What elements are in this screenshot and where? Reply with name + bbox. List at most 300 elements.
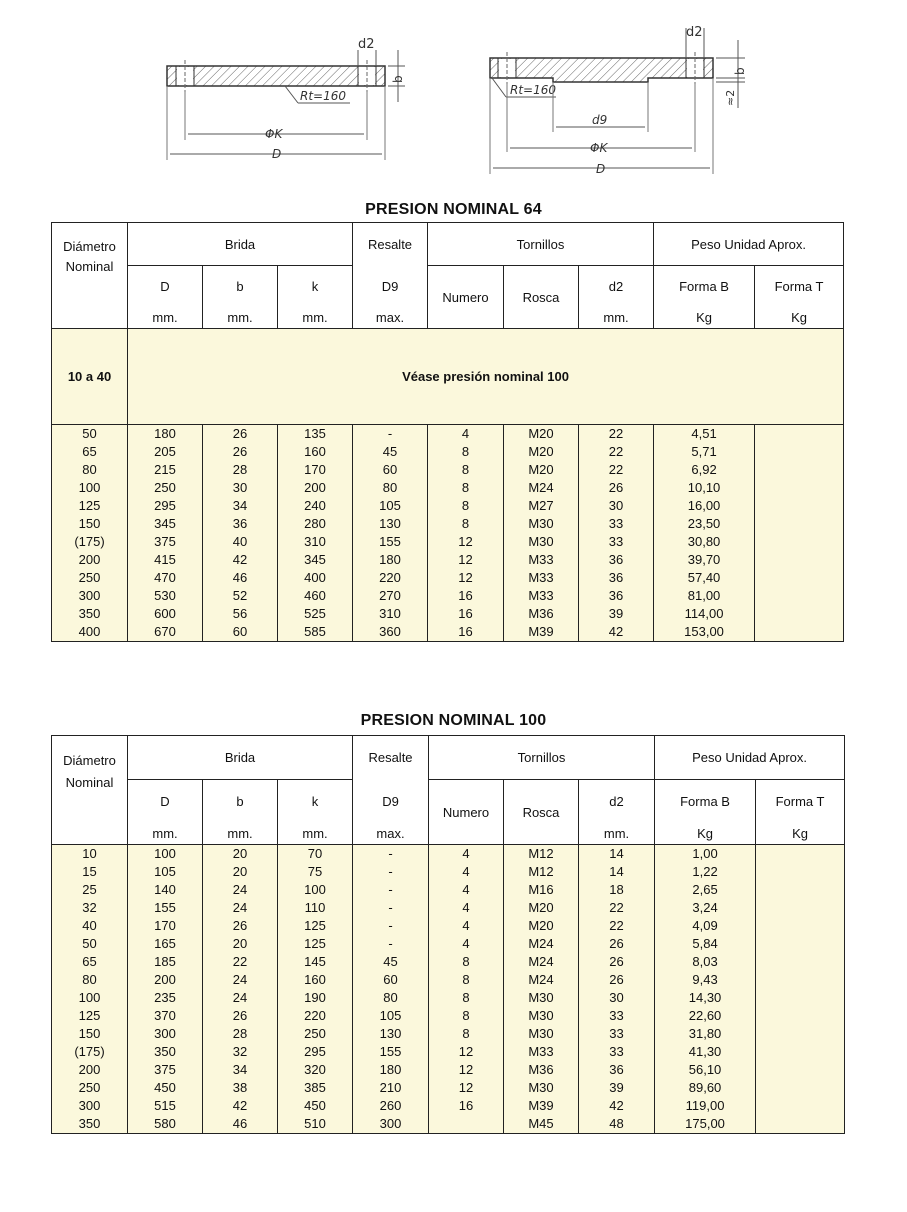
table-cell: M33 bbox=[504, 1043, 579, 1061]
table-cell: - bbox=[353, 845, 429, 864]
table-cell: 170 bbox=[278, 461, 353, 479]
dim-d2-right: d2 bbox=[686, 25, 703, 40]
table-cell: 60 bbox=[203, 623, 278, 642]
table-cell bbox=[755, 569, 844, 587]
table-cell: 320 bbox=[278, 1061, 353, 1079]
table-cell: 65 bbox=[52, 443, 128, 461]
table-cell: 48 bbox=[579, 1115, 655, 1134]
header-resalte: Resalte bbox=[353, 736, 429, 780]
table-cell: 160 bbox=[278, 443, 353, 461]
table-cell: 375 bbox=[128, 1061, 203, 1079]
table-cell: 300 bbox=[52, 1097, 128, 1115]
table-cell: - bbox=[353, 917, 429, 935]
table-cell: 56 bbox=[203, 605, 278, 623]
unit-d: mm. bbox=[128, 308, 203, 329]
table-cell: 200 bbox=[52, 551, 128, 569]
table-cell: 8 bbox=[429, 1025, 504, 1043]
table-cell: 240 bbox=[278, 497, 353, 515]
table-cell: (175) bbox=[52, 1043, 128, 1061]
header-d9: D9 bbox=[353, 266, 428, 308]
table-cell: - bbox=[353, 863, 429, 881]
table-cell: 180 bbox=[353, 1061, 429, 1079]
table-cell: 30 bbox=[579, 497, 654, 515]
table-cell: 4,09 bbox=[655, 917, 756, 935]
table-cell: 4 bbox=[429, 917, 504, 935]
table-row bbox=[52, 461, 844, 479]
table-cell: 310 bbox=[278, 533, 353, 551]
table-row bbox=[52, 1043, 845, 1061]
table-cell bbox=[755, 623, 844, 642]
table-cell: 250 bbox=[52, 1079, 128, 1097]
table-cell: 12 bbox=[428, 551, 504, 569]
table-row bbox=[52, 1115, 845, 1134]
table-cell: M45 bbox=[504, 1115, 579, 1134]
table-cell: 23,50 bbox=[654, 515, 755, 533]
unit-d2: mm. bbox=[579, 823, 655, 845]
table-cell bbox=[756, 1007, 845, 1025]
table-row bbox=[52, 1025, 845, 1043]
header-d: D bbox=[128, 266, 203, 308]
table-cell: M30 bbox=[504, 515, 579, 533]
table-cell: 4 bbox=[429, 935, 504, 953]
table100-body bbox=[52, 845, 845, 1134]
table-cell: M39 bbox=[504, 1097, 579, 1115]
table-cell: 100 bbox=[278, 881, 353, 899]
table-cell bbox=[755, 461, 844, 479]
table-row bbox=[52, 605, 844, 623]
table-cell: M20 bbox=[504, 461, 579, 479]
header-diametro: Diámetro Nominal bbox=[52, 223, 128, 329]
unit-b: mm. bbox=[203, 823, 278, 845]
table-cell: M33 bbox=[504, 569, 579, 587]
unit-d9: max. bbox=[353, 823, 429, 845]
header-brida: Brida bbox=[128, 223, 353, 266]
header-tornillos: Tornillos bbox=[429, 736, 655, 780]
table-cell: 350 bbox=[52, 605, 128, 623]
table-cell: M20 bbox=[504, 899, 579, 917]
table-cell: 165 bbox=[128, 935, 203, 953]
table-cell: 250 bbox=[278, 1025, 353, 1043]
table-cell: 4 bbox=[429, 845, 504, 864]
unit-k: mm. bbox=[278, 308, 353, 329]
header-rosca: Rosca bbox=[504, 266, 579, 329]
table-cell: 26 bbox=[203, 917, 278, 935]
table-cell: 80 bbox=[353, 989, 429, 1007]
table100-title: PRESION NOMINAL 100 bbox=[360, 712, 547, 729]
dim-d-left: D bbox=[272, 147, 282, 161]
table-cell: 16,00 bbox=[654, 497, 755, 515]
unit-d9: max. bbox=[353, 308, 428, 329]
table-cell: 30,80 bbox=[654, 533, 755, 551]
table-cell: 105 bbox=[353, 1007, 429, 1025]
table-row bbox=[52, 953, 845, 971]
table-row bbox=[52, 845, 845, 864]
table-cell bbox=[756, 971, 845, 989]
dim-k-right: ΦK bbox=[590, 141, 608, 155]
unit-forma-t: Kg bbox=[756, 823, 845, 845]
table-row bbox=[52, 971, 845, 989]
table-cell: 57,40 bbox=[654, 569, 755, 587]
header-d: D bbox=[128, 780, 203, 823]
dim-d9-right: d9 bbox=[592, 113, 608, 127]
table-cell: 180 bbox=[353, 551, 428, 569]
table-row bbox=[52, 881, 845, 899]
table-cell: 10,10 bbox=[654, 479, 755, 497]
header-k: k bbox=[278, 780, 353, 823]
table-cell: 345 bbox=[278, 551, 353, 569]
table-cell: 75 bbox=[278, 863, 353, 881]
header-forma-b: Forma B bbox=[655, 780, 756, 823]
header-brida: Brida bbox=[128, 736, 353, 780]
unit-d2: mm. bbox=[579, 308, 654, 329]
table-cell bbox=[755, 497, 844, 515]
dim-d2-left: d2 bbox=[358, 37, 375, 52]
table-cell: 250 bbox=[52, 569, 128, 587]
table-cell: 30 bbox=[203, 479, 278, 497]
table-cell: 135 bbox=[278, 425, 353, 444]
table-cell bbox=[756, 1115, 845, 1134]
table-cell bbox=[756, 935, 845, 953]
table-cell: 155 bbox=[128, 899, 203, 917]
table-cell: 12 bbox=[429, 1043, 504, 1061]
table-cell: 60 bbox=[353, 461, 428, 479]
table-cell: 80 bbox=[52, 971, 128, 989]
table-cell: 200 bbox=[52, 1061, 128, 1079]
header-tornillos: Tornillos bbox=[428, 223, 654, 266]
table-cell: 38 bbox=[203, 1079, 278, 1097]
table-cell: 32 bbox=[203, 1043, 278, 1061]
table-row bbox=[52, 917, 845, 935]
table-row bbox=[52, 935, 845, 953]
table-cell: 515 bbox=[128, 1097, 203, 1115]
table-cell bbox=[755, 605, 844, 623]
table-cell: 33 bbox=[579, 1025, 655, 1043]
table-cell: 24 bbox=[203, 989, 278, 1007]
dim-d-right: D bbox=[596, 162, 606, 176]
table-cell: 81,00 bbox=[654, 587, 755, 605]
table-cell: 16 bbox=[428, 623, 504, 642]
note-range: 10 a 40 bbox=[52, 329, 128, 425]
table-cell: 375 bbox=[128, 533, 203, 551]
table-cell: 125 bbox=[278, 935, 353, 953]
table-cell bbox=[756, 1061, 845, 1079]
table-cell: 36 bbox=[203, 515, 278, 533]
table-row bbox=[52, 551, 844, 569]
header-diametro: Diámetro Nominal bbox=[52, 736, 128, 845]
table-cell: 14 bbox=[579, 863, 655, 881]
flange-blind-drawing bbox=[167, 37, 405, 161]
table-cell: 110 bbox=[278, 899, 353, 917]
table-cell: 4 bbox=[429, 881, 504, 899]
table-cell: M24 bbox=[504, 479, 579, 497]
table-cell bbox=[755, 443, 844, 461]
table-row bbox=[52, 479, 844, 497]
table-cell: 400 bbox=[52, 623, 128, 642]
table-row bbox=[52, 863, 845, 881]
table-cell: 26 bbox=[579, 935, 655, 953]
table-cell: 14,30 bbox=[655, 989, 756, 1007]
table-cell: 280 bbox=[278, 515, 353, 533]
table-cell: 300 bbox=[128, 1025, 203, 1043]
table-cell: M30 bbox=[504, 533, 579, 551]
table-cell: 220 bbox=[278, 1007, 353, 1025]
table-cell: 8 bbox=[428, 479, 504, 497]
table-cell bbox=[755, 425, 844, 444]
table-cell: 12 bbox=[428, 533, 504, 551]
table-cell: 26 bbox=[579, 953, 655, 971]
table-cell: 270 bbox=[353, 587, 428, 605]
table-cell: 34 bbox=[203, 497, 278, 515]
table-cell: 200 bbox=[128, 971, 203, 989]
table-cell: 530 bbox=[128, 587, 203, 605]
header-forma-t: Forma T bbox=[755, 266, 844, 308]
table-cell: 36 bbox=[579, 569, 654, 587]
table-cell: 40 bbox=[203, 533, 278, 551]
table-row bbox=[52, 533, 844, 551]
table-cell: 25 bbox=[52, 881, 128, 899]
table-cell: 20 bbox=[203, 845, 278, 864]
table-cell: 22 bbox=[579, 425, 654, 444]
table-cell: 12 bbox=[429, 1079, 504, 1097]
unit-b: mm. bbox=[203, 308, 278, 329]
table-cell: 26 bbox=[203, 1007, 278, 1025]
table-cell: 4 bbox=[428, 425, 504, 444]
table-cell: 215 bbox=[128, 461, 203, 479]
note-text: Véase presión nominal 100 bbox=[128, 329, 844, 425]
table-cell: 130 bbox=[353, 1025, 429, 1043]
table-row bbox=[52, 623, 844, 642]
table-presion-100 bbox=[51, 735, 845, 1134]
table-cell: 670 bbox=[128, 623, 203, 642]
table-cell: 36 bbox=[579, 1061, 655, 1079]
table-cell: 16 bbox=[428, 587, 504, 605]
table-row bbox=[52, 497, 844, 515]
table-cell: 8 bbox=[429, 1007, 504, 1025]
table-cell: 39 bbox=[579, 1079, 655, 1097]
table-cell: 14 bbox=[579, 845, 655, 864]
table-cell: (175) bbox=[52, 533, 128, 551]
table-cell: 190 bbox=[278, 989, 353, 1007]
table-cell: 26 bbox=[203, 443, 278, 461]
table-cell: 470 bbox=[128, 569, 203, 587]
table-cell: 32 bbox=[52, 899, 128, 917]
table-cell: - bbox=[353, 425, 428, 444]
unit-k: mm. bbox=[278, 823, 353, 845]
table-cell: 450 bbox=[128, 1079, 203, 1097]
table-cell: 50 bbox=[52, 425, 128, 444]
header-peso: Peso Unidad Aprox. bbox=[655, 736, 845, 780]
table-cell: 150 bbox=[52, 515, 128, 533]
table-cell bbox=[756, 899, 845, 917]
table-cell bbox=[756, 1079, 845, 1097]
table-cell: 600 bbox=[128, 605, 203, 623]
table-cell: M24 bbox=[504, 953, 579, 971]
table-cell: M12 bbox=[504, 863, 579, 881]
table-cell: 46 bbox=[203, 569, 278, 587]
dim-b-right: b bbox=[733, 67, 747, 75]
header-peso: Peso Unidad Aprox. bbox=[654, 223, 844, 266]
table-cell: 105 bbox=[353, 497, 428, 515]
table-cell: 22 bbox=[203, 953, 278, 971]
table-cell: 28 bbox=[203, 1025, 278, 1043]
table-cell: M30 bbox=[504, 1025, 579, 1043]
table-cell: 155 bbox=[353, 533, 428, 551]
header-resalte: Resalte bbox=[353, 223, 428, 266]
table-cell: 31,80 bbox=[655, 1025, 756, 1043]
table-presion-64 bbox=[51, 222, 844, 642]
table-cell: 36 bbox=[579, 551, 654, 569]
table-cell: 42 bbox=[203, 1097, 278, 1115]
table-cell: M27 bbox=[504, 497, 579, 515]
table-cell: M30 bbox=[504, 1007, 579, 1025]
table-cell: 22 bbox=[579, 899, 655, 917]
table-cell: 30 bbox=[579, 989, 655, 1007]
table-cell bbox=[756, 989, 845, 1007]
table-row bbox=[52, 515, 844, 533]
table-cell: 15 bbox=[52, 863, 128, 881]
table-cell bbox=[755, 533, 844, 551]
table-cell: - bbox=[353, 899, 429, 917]
table-cell: 220 bbox=[353, 569, 428, 587]
table-cell: 295 bbox=[128, 497, 203, 515]
table-cell: 125 bbox=[52, 1007, 128, 1025]
rt-label-right: Rt=160 bbox=[510, 83, 557, 97]
table-cell: 300 bbox=[52, 587, 128, 605]
unit-d: mm. bbox=[128, 823, 203, 845]
table-cell: 20 bbox=[203, 935, 278, 953]
header-numero: Numero bbox=[429, 780, 504, 845]
table-cell: 350 bbox=[52, 1115, 128, 1134]
table-cell: 9,43 bbox=[655, 971, 756, 989]
table-cell: 80 bbox=[52, 461, 128, 479]
table-row bbox=[52, 425, 844, 444]
table-row bbox=[52, 1061, 845, 1079]
table-cell: 1,22 bbox=[655, 863, 756, 881]
table-cell: 56,10 bbox=[655, 1061, 756, 1079]
table-cell: 370 bbox=[128, 1007, 203, 1025]
table-cell: 8 bbox=[428, 515, 504, 533]
table-cell: 180 bbox=[128, 425, 203, 444]
table-cell: 210 bbox=[353, 1079, 429, 1097]
table-cell bbox=[756, 1025, 845, 1043]
table-cell: 510 bbox=[278, 1115, 353, 1134]
table-cell: 200 bbox=[278, 479, 353, 497]
table64-title: PRESION NOMINAL 64 bbox=[365, 201, 542, 218]
table-cell: 4 bbox=[429, 899, 504, 917]
table-row bbox=[52, 899, 845, 917]
table-cell: 42 bbox=[579, 1097, 655, 1115]
table-cell: 100 bbox=[52, 989, 128, 1007]
table-row bbox=[52, 569, 844, 587]
table-cell: 415 bbox=[128, 551, 203, 569]
table-cell: 40 bbox=[52, 917, 128, 935]
table-cell: 33 bbox=[579, 533, 654, 551]
table-cell: 175,00 bbox=[655, 1115, 756, 1134]
table-cell: 8 bbox=[428, 461, 504, 479]
table-cell: 65 bbox=[52, 953, 128, 971]
table-cell: 140 bbox=[128, 881, 203, 899]
table-cell: 33 bbox=[579, 1007, 655, 1025]
table-cell: M30 bbox=[504, 1079, 579, 1097]
table-cell: 33 bbox=[579, 515, 654, 533]
table-cell bbox=[755, 479, 844, 497]
table-cell: 20 bbox=[203, 863, 278, 881]
table-cell: 125 bbox=[52, 497, 128, 515]
table-cell: - bbox=[353, 935, 429, 953]
table-cell: M36 bbox=[504, 605, 579, 623]
dim-b-left: b bbox=[391, 75, 405, 83]
table-cell: 145 bbox=[278, 953, 353, 971]
table-cell: 12 bbox=[429, 1061, 504, 1079]
table-cell: M12 bbox=[504, 845, 579, 864]
header-rosca: Rosca bbox=[504, 780, 579, 845]
header-forma-t: Forma T bbox=[756, 780, 845, 823]
table-cell: 580 bbox=[128, 1115, 203, 1134]
table-cell: 42 bbox=[203, 551, 278, 569]
table-cell: M33 bbox=[504, 551, 579, 569]
table-cell: 8 bbox=[429, 953, 504, 971]
unit-forma-b: Kg bbox=[654, 308, 755, 329]
table-cell: 3,24 bbox=[655, 899, 756, 917]
table-cell: 130 bbox=[353, 515, 428, 533]
table-cell bbox=[756, 881, 845, 899]
table-cell: 350 bbox=[128, 1043, 203, 1061]
table-cell: 26 bbox=[579, 479, 654, 497]
table-cell: 41,30 bbox=[655, 1043, 756, 1061]
table-cell: 89,60 bbox=[655, 1079, 756, 1097]
table-cell: 160 bbox=[278, 971, 353, 989]
table-cell: 170 bbox=[128, 917, 203, 935]
table-cell: 155 bbox=[353, 1043, 429, 1061]
table-cell: 80 bbox=[353, 479, 428, 497]
table-cell: 119,00 bbox=[655, 1097, 756, 1115]
table-cell: 36 bbox=[579, 587, 654, 605]
rt-label-left: Rt=160 bbox=[300, 89, 347, 103]
table-cell: 8,03 bbox=[655, 953, 756, 971]
table-row bbox=[52, 443, 844, 461]
table-cell bbox=[756, 1043, 845, 1061]
table-cell: 235 bbox=[128, 989, 203, 1007]
table-cell: 6,92 bbox=[654, 461, 755, 479]
table-cell: 125 bbox=[278, 917, 353, 935]
table-cell: 460 bbox=[278, 587, 353, 605]
flange-drawing bbox=[0, 0, 907, 190]
table-cell: 2,65 bbox=[655, 881, 756, 899]
table-cell: M30 bbox=[504, 989, 579, 1007]
unit-forma-t: Kg bbox=[755, 308, 844, 329]
table-cell: 12 bbox=[428, 569, 504, 587]
table-cell: 185 bbox=[128, 953, 203, 971]
table-cell: M36 bbox=[504, 1061, 579, 1079]
dim-approx-right: ≈2 bbox=[724, 89, 737, 106]
table-cell: 26 bbox=[203, 425, 278, 444]
table-cell: 24 bbox=[203, 899, 278, 917]
header-d9: D9 bbox=[353, 780, 429, 823]
table-cell: 8 bbox=[429, 989, 504, 1007]
table-cell bbox=[756, 863, 845, 881]
table-cell: 295 bbox=[278, 1043, 353, 1061]
table-cell: 100 bbox=[52, 479, 128, 497]
table-cell: 70 bbox=[278, 845, 353, 864]
header-forma-b: Forma B bbox=[654, 266, 755, 308]
header-b: b bbox=[203, 266, 278, 308]
table-cell: 4,51 bbox=[654, 425, 755, 444]
table-cell: 310 bbox=[353, 605, 428, 623]
table-cell bbox=[756, 845, 845, 864]
dim-k-left: ΦK bbox=[265, 127, 283, 141]
table-cell: 45 bbox=[353, 443, 428, 461]
table-cell: 5,71 bbox=[654, 443, 755, 461]
